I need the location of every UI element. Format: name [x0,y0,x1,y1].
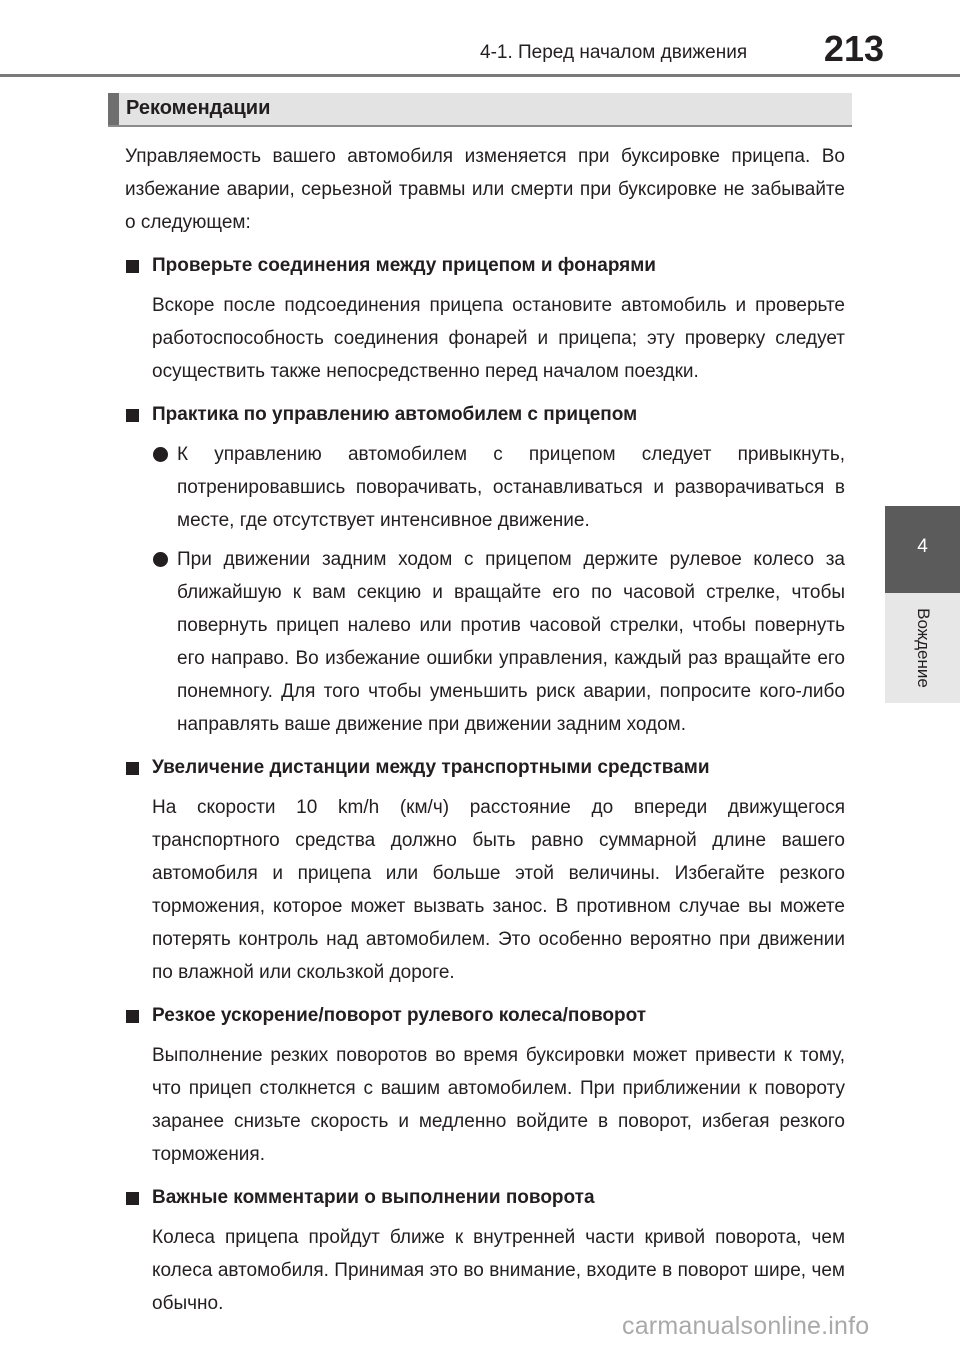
section-body: Выполнение резких поворотов во время буксировки может привести к тому, что прицеп столкнется с вашим автомобилем. При приближении к повороту заранее снизьте скорость и медленно войдите в поворот, избегая резкого торможения. [152,1045,845,1165]
chapter-label-box [885,593,960,703]
section-heading [125,751,845,784]
section-heading-text: Проверьте соединения между прицепом и фонарями [152,255,656,276]
section-body: Колеса прицепа пройдут ближе к внутренней части кривой поворота, чем колеса автомобиля. Принимая это во внимание, входите в поворот шире, чем обычно. [152,1227,845,1314]
circle-bullet-icon [153,552,168,567]
square-bullet-icon [126,409,139,422]
square-bullet-icon [126,1010,139,1023]
chapter-number: 4 [917,536,928,557]
list-item-text: При движении задним ходом с прицепом держите рулевое колесо за ближайшую к вам секцию и вращайте его по часовой стрелке, чтобы повернуть прицеп налево или против часовой стрелки, чтобы повернуть его направо. Во избежание ошибки управления, каждый раз вращайте его понемногу. Для того чтобы уменьшить риск аварии, попросите кого-либо направлять ваше движение при движении задним ходом. [177,549,845,735]
section-heading [125,249,845,282]
page-number: 213 [823,28,884,69]
section-title: 4-1. Перед началом движения [480,42,748,63]
watermark: carmanualsonline.info [622,1312,870,1340]
section-body: Вскоре после подсоединения прицепа остановите автомобиль и проверьте работоспособность соединения фонарей и прицепа; эту проверку следует осуществить также непосредственно перед началом поездки. [152,295,845,382]
header-accent-bar [108,93,119,125]
section-heading-text: Важные комментарии о выполнении поворота [152,1187,595,1208]
square-bullet-icon [126,260,139,273]
recommendations-header [108,93,852,127]
recommendations-title: Рекомендации [126,97,271,119]
section-heading [125,999,845,1032]
chapter-tab [885,506,960,593]
header-divider [0,74,960,77]
section-heading [125,1181,845,1214]
square-bullet-icon [126,762,139,775]
section-heading [125,398,845,431]
main-content [125,140,845,1326]
list-item [125,438,845,537]
section-heading-text: Увеличение дистанции между транспортными средствами [152,757,710,778]
chapter-label: Вождение [913,608,933,688]
section-heading-text: Практика по управлению автомобилем с прицепом [152,404,638,425]
square-bullet-icon [126,1192,139,1205]
intro-paragraph: Управляемость вашего автомобиля изменяется при буксировке прицепа. Во избежание аварии, серьезной травмы или смерти при буксировке не забывайте о следующем: [125,146,845,233]
list-item-text: К управлению автомобилем с прицепом следует привыкнуть, потренировавшись поворачивать, останавливаться и разворачиваться в месте, где отсутствует интенсивное движение. [177,444,845,531]
circle-bullet-icon [153,447,168,462]
section-body: На скорости 10 km/h (км/ч) расстояние до впереди движущегося транспортного средства должно быть равно суммарной длине вашего автомобиля и прицепа или больше этой величины. Избегайте резкого торможения, которое может вызвать занос. В противном случае вы можете потерять контроль над автомобилем. Это особенно вероятно при движении по влажной или скользкой дороге. [152,797,845,983]
list-item [125,543,845,741]
section-heading-text: Резкое ускорение/поворот рулевого колеса/поворот [152,1005,647,1026]
